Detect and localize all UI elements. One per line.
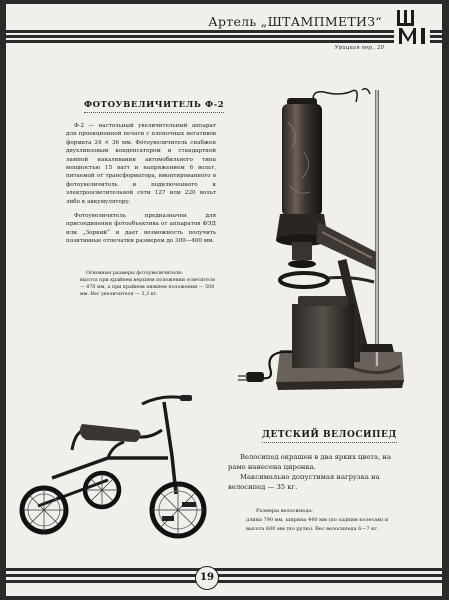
enlarger-title: ФОТОУВЕЛИЧИТЕЛЬ Ф-2 bbox=[84, 100, 224, 110]
footer-stripes bbox=[6, 564, 442, 590]
brand-address: Урицкая пер., 20 bbox=[334, 45, 384, 51]
enlarger-dims-text: высота при крайнем верхнем положении осветителя — 870 мм, а при крайнем нижнем положении — 500 мм. Вес увеличителя — 3,3 кг. bbox=[80, 278, 216, 297]
bicycle-dims-heading: Размеры велосипеда: bbox=[256, 508, 313, 514]
page-number: 19 bbox=[195, 566, 219, 590]
brand-title: Артель „ШТАМПМЕТИЗ“ bbox=[204, 14, 386, 30]
enlarger-dims-heading: Основные размеры фотоувеличителя: bbox=[86, 271, 183, 276]
bicycle-title: ДЕТСКИЙ ВЕЛОСИПЕД bbox=[262, 430, 397, 440]
bicycle-dimensions bbox=[246, 507, 402, 534]
enlarger-description bbox=[66, 122, 216, 252]
bicycle-photo bbox=[12, 386, 222, 556]
enlarger-paragraph-1: Ф-2 — настольный увеличительный аппарат для проекционной печати с пленочных негативов формата 24 × 36 мм. Фотоувеличитель снабжен двухлинзовым конденсатором и стандартной лампой накаливания автомобильного типа мощностью 15 ватт и напряжением 6 вольт, питаемой от трансформатора, вмонтированного в фотоувеличитель и подключенного к электроосветительной сети 127 или 220 вольт либо к аккумулятору. bbox=[66, 123, 216, 205]
enlarger-photo bbox=[232, 82, 422, 396]
bicycle-dims-text: длина 790 мм, ширина 440 мм (по задним колесам) и высота 600 мм (по рулю). Вес велосипеда 6—7 кг. bbox=[246, 517, 389, 532]
enlarger-dimensions bbox=[80, 270, 216, 298]
bicycle-description bbox=[228, 452, 396, 492]
bicycle-line-2: Максимально допустимая нагрузка на велосипед — 35 кг. bbox=[228, 473, 380, 491]
company-logo bbox=[394, 8, 430, 46]
bicycle-line-1: Велосипед окрашен в два ярких цвета, на раме нанесена циронка. bbox=[228, 453, 391, 471]
header-stripes bbox=[6, 30, 442, 44]
enlarger-paragraph-2: Фотоувеличитель предназначен для присоединения фотообъектива от аппаратов ФЭД или „Зоркий“ и дает возможность получить позитивные отпечатки размером до 300—400 мм. bbox=[66, 213, 216, 245]
catalog-page bbox=[6, 4, 442, 596]
